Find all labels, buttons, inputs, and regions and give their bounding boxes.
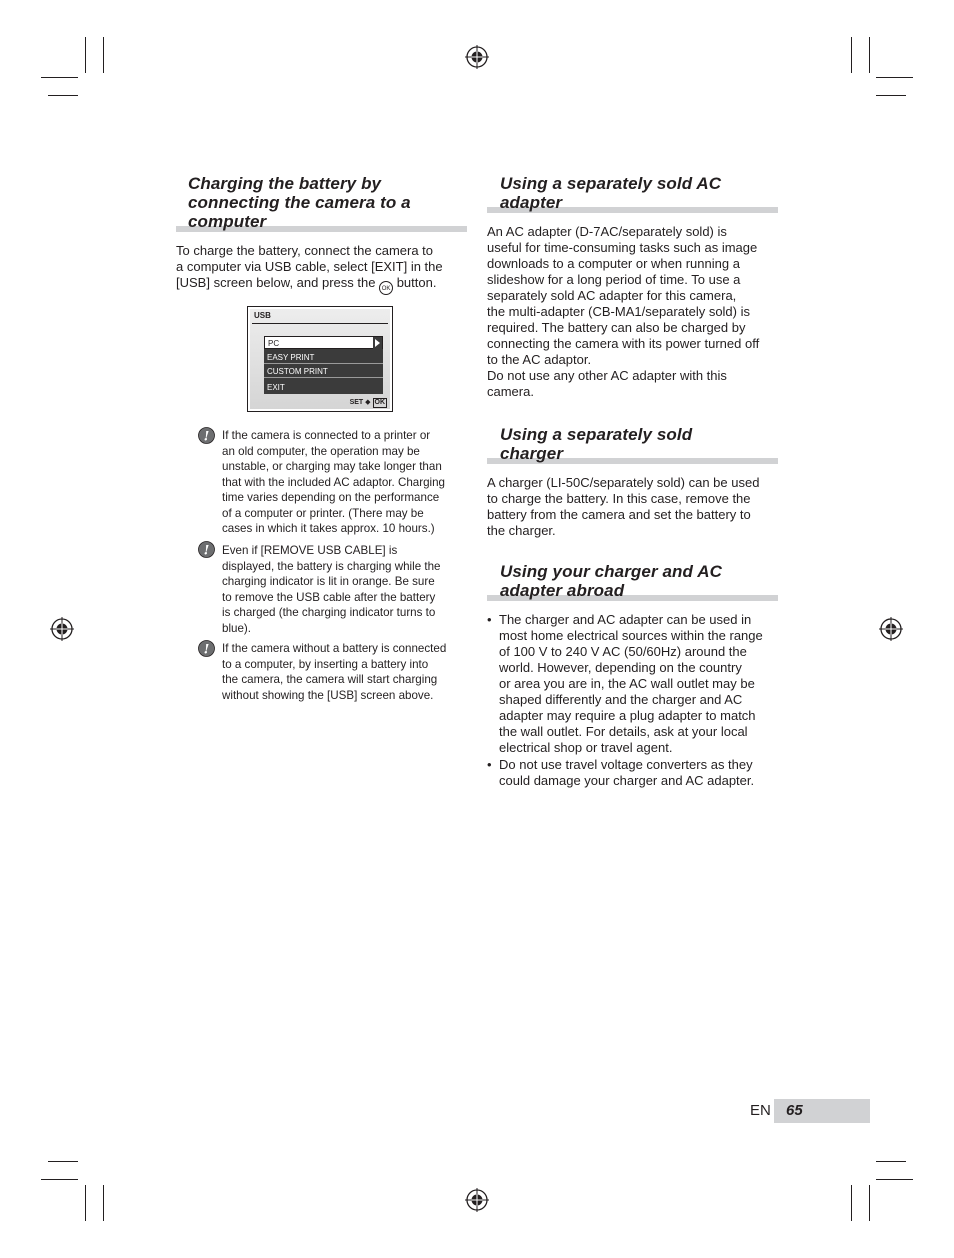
heading-line: connecting the camera to a	[188, 193, 411, 212]
text-line: downloads to a computer or when running a	[487, 256, 740, 271]
text-line: a computer via USB cable, select [EXIT] in the	[176, 259, 443, 274]
text-line: most home electrical sources within the range	[499, 628, 763, 643]
usb-menu-item-exit: EXIT	[267, 383, 285, 392]
text-line: useful for time-consuming tasks such as image	[487, 240, 758, 255]
text-line	[176, 275, 468, 295]
section-heading-charger	[500, 425, 770, 463]
text-line: shaped differently and the charger and AC	[499, 692, 743, 707]
registration-mark-left-icon	[50, 617, 74, 641]
text-line: world. However, depending on the country	[499, 660, 742, 675]
text-line: the charger.	[487, 523, 556, 538]
text-line: Even if [REMOVE USB CABLE] is	[222, 544, 398, 557]
text-line: to a computer, by inserting a battery into	[222, 657, 429, 671]
page-number: 65	[786, 1102, 803, 1119]
text-line: the wall outlet. For details, ask at your local	[499, 724, 748, 739]
text-line: A charger (LI-50C/separately sold) can be used	[487, 475, 760, 490]
text-line: without showing the [USB] screen above.	[222, 688, 434, 702]
note-2	[222, 543, 467, 636]
text-line: that with the included AC adaptor. Charging	[222, 475, 446, 489]
registration-mark-top-icon	[465, 45, 489, 69]
heading-line: charger	[500, 444, 564, 463]
text-line: An AC adapter (D-7AC/separately sold) is	[487, 224, 727, 239]
heading-line: computer	[188, 212, 267, 231]
text-line: to the AC adaptor.	[487, 352, 592, 367]
text-line: of 100 V to 240 V AC (50/60Hz) around the	[499, 644, 747, 659]
usb-menu-item-easy-print: EASY PRINT	[264, 351, 383, 364]
text-line: electrical shop or travel agent.	[499, 740, 673, 755]
intro-paragraph	[176, 243, 468, 295]
registration-mark-right-icon	[879, 617, 903, 641]
text-line: separately sold AC adapter for this camera,	[487, 288, 737, 303]
text-line: charging indicator is lit in orange. Be sure	[222, 575, 435, 588]
section-heading-charging-computer	[188, 174, 458, 231]
text-line: time varies depending on the performance	[222, 491, 440, 504]
abroad-bullet-1	[499, 612, 784, 756]
text-line: If the camera is connected to a printer or	[222, 429, 431, 442]
section-heading-abroad	[500, 562, 770, 600]
text-line: Do not use any other AC adapter with this	[487, 368, 727, 383]
svg-text:!: !	[203, 543, 210, 558]
text-line: an old computer, the operation may be	[222, 444, 420, 458]
bullet-icon: •	[487, 757, 492, 772]
text-line: If the camera without a battery is connected	[222, 642, 447, 655]
caution-icon	[198, 541, 215, 558]
text-segment: button.	[396, 275, 437, 290]
heading-line: Using a separately sold	[500, 425, 693, 444]
heading-line: Using your charger and AC	[500, 562, 722, 581]
text-line: Do not use travel voltage converters as they	[499, 757, 753, 772]
abroad-bullet-2	[499, 757, 784, 789]
language-label: EN	[750, 1102, 771, 1119]
divider	[252, 323, 388, 324]
text-line: cases in which it takes approx. 10 hours.)	[222, 522, 435, 535]
usb-screen-display	[250, 309, 390, 409]
text-line: blue).	[222, 621, 252, 635]
ok-label: OK	[374, 399, 385, 406]
text-line: slideshow for a long period of time. To use a	[487, 272, 741, 287]
note-3	[222, 641, 467, 703]
text-line: to charge the battery. In this case, remove the	[487, 491, 751, 506]
usb-screen-title: USB	[254, 311, 271, 320]
heading-line: Charging the battery by	[188, 174, 382, 193]
ok-button-icon: OK	[379, 281, 393, 295]
text-line: camera.	[487, 384, 534, 399]
set-ok-hint	[350, 398, 387, 408]
arrow-right-icon	[373, 337, 382, 350]
usb-screen-illustration	[247, 306, 393, 412]
usb-menu-item-custom-print: CUSTOM PRINT	[264, 365, 383, 378]
page-number-box	[774, 1099, 870, 1123]
text-line: adapter may require a plug adapter to match	[499, 708, 756, 723]
text-line: of a computer or printer. (There may be	[222, 506, 424, 520]
text-line: could damage your charger and AC adapter.	[499, 773, 755, 788]
text-segment: [USB] screen below, and press the	[176, 275, 376, 290]
heading-line: adapter abroad	[500, 581, 625, 600]
bullet-icon: •	[487, 612, 492, 627]
ac-adapter-paragraph	[487, 224, 779, 400]
svg-text:!: !	[203, 429, 210, 444]
registration-mark-bottom-icon	[465, 1188, 489, 1212]
caution-icon	[198, 640, 215, 657]
text-line: or area you are in, the AC wall outlet may be	[499, 676, 755, 691]
diamond-icon: ◆	[365, 399, 371, 406]
set-label: SET	[349, 399, 364, 406]
heading-line: adapter	[500, 193, 563, 212]
text-line: the multi-adapter (CB-MA1/separately sold) is	[487, 304, 750, 319]
usb-menu	[264, 336, 383, 394]
text-line: required. The battery can also be charged by	[487, 320, 746, 335]
text-line: To charge the battery, connect the camera to	[176, 243, 434, 258]
charger-paragraph	[487, 475, 779, 539]
caution-icon	[198, 427, 215, 444]
note-1	[222, 428, 467, 537]
text-line: connecting the camera with its power turned off	[487, 336, 760, 351]
text-line: is charged (the charging indicator turns to	[222, 606, 436, 619]
text-line: battery from the camera and set the battery to	[487, 507, 751, 522]
heading-line: Using a separately sold AC	[500, 174, 722, 193]
text-line: displayed, the battery is charging while the	[222, 559, 441, 573]
usb-menu-item-pc	[264, 336, 383, 349]
text-line: unstable, or charging may take longer than	[222, 460, 442, 473]
text-line: to remove the USB cable after the battery	[222, 590, 436, 604]
menu-item-label: PC	[268, 339, 280, 348]
section-heading-ac-adapter	[500, 174, 770, 212]
text-line: the camera, the camera will start charging	[222, 673, 438, 686]
svg-text:!: !	[203, 642, 210, 657]
text-line: The charger and AC adapter can be used in	[499, 612, 752, 627]
